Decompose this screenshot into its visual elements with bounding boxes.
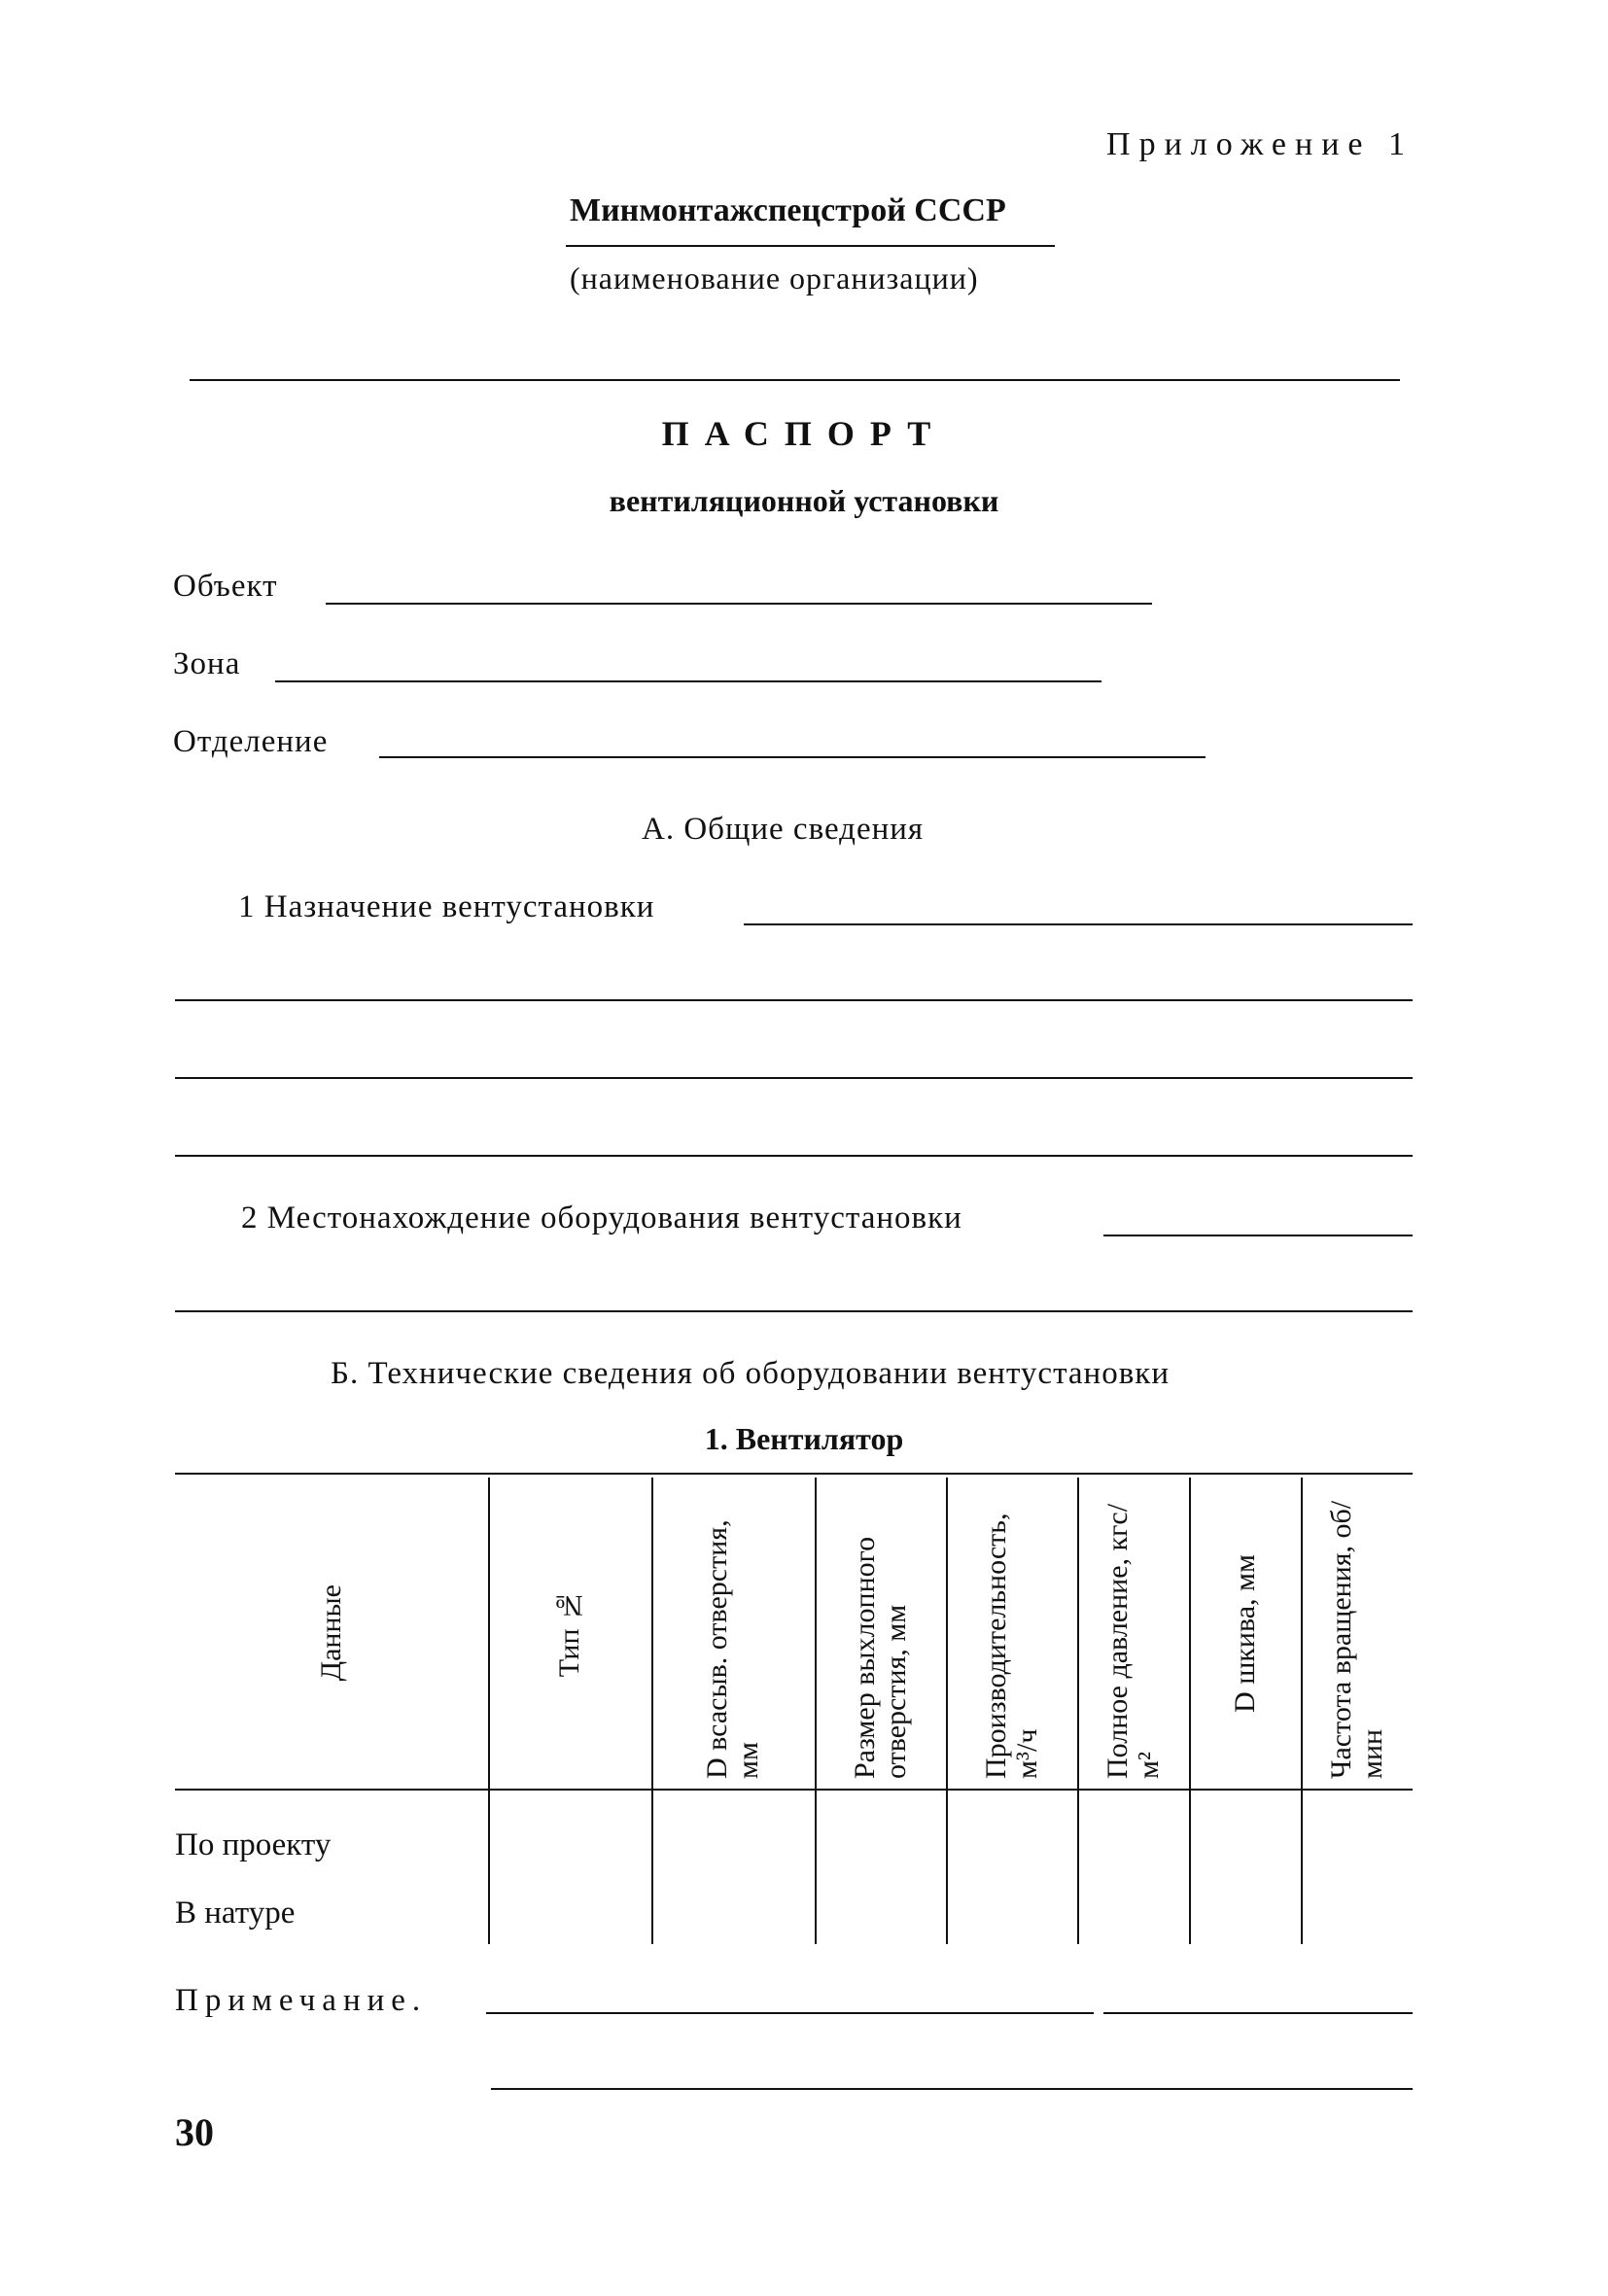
section-b-title: Б. Технические сведения об оборудовании вентустановки [331, 1356, 1170, 1391]
document-title: ПАСПОРТ [661, 414, 947, 453]
column-header: Частота вращения, об/мин [1324, 1500, 1388, 1779]
department-label: Отделение [173, 724, 329, 759]
department-field-line[interactable] [379, 756, 1206, 758]
table-header-capacity [946, 1482, 1077, 1784]
page-number: 30 [175, 2110, 214, 2154]
section-a-title: А. Общие сведения [642, 812, 925, 847]
appendix-label: Приложение 1 [1106, 126, 1414, 162]
table-title: 1. Вентилятор [704, 1421, 904, 1456]
column-header: Данные [315, 1584, 347, 1682]
table-header-outlet-size [815, 1482, 946, 1784]
table-header-rotation-speed [1301, 1482, 1413, 1784]
note-line-2[interactable] [491, 2088, 1413, 2090]
table-header-pulley-diameter [1189, 1482, 1301, 1784]
zone-label: Зона [173, 646, 241, 681]
column-header: Полное давление, кгс/м² [1101, 1503, 1165, 1779]
column-header: Производительность, м³/ч [979, 1513, 1043, 1779]
document-subtitle: вентиляционной установки [609, 483, 999, 518]
location-label: 2 Местонахождение оборудования вентустановки [241, 1200, 962, 1235]
purpose-line-2[interactable] [175, 999, 1413, 1001]
column-header: Размер выхлопного отверстия, мм [848, 1536, 912, 1779]
table-header-data [175, 1482, 488, 1784]
location-line-2[interactable] [175, 1310, 1413, 1312]
note-field-line-right[interactable] [1103, 2012, 1413, 2014]
purpose-line-3[interactable] [175, 1077, 1413, 1079]
purpose-label: 1 Назначение вентустановки [238, 889, 655, 924]
column-header: D шкива, мм [1228, 1553, 1261, 1713]
organization-caption: (наименование организации) [570, 261, 979, 296]
object-field-line[interactable] [326, 603, 1152, 605]
object-label: Объект [173, 569, 278, 604]
table-header-border [175, 1789, 1413, 1791]
purpose-field-line[interactable] [744, 923, 1413, 925]
row-label-actual: В натуре [175, 1896, 296, 1931]
column-header: D всасыв. отверстия, мм [701, 1519, 764, 1779]
organization-name: Минмонтажспецстрой СССР [570, 192, 1006, 228]
purpose-line-4[interactable] [175, 1155, 1413, 1157]
location-field-line[interactable] [1103, 1235, 1413, 1236]
row-label-project: По проекту [175, 1827, 332, 1862]
zone-field-line[interactable] [275, 680, 1101, 682]
table-header-pressure [1077, 1482, 1189, 1784]
organization-underline [566, 245, 1055, 247]
table-header-inlet-diameter [651, 1482, 815, 1784]
table-top-border [175, 1473, 1413, 1475]
table-header-type [488, 1482, 651, 1784]
note-label: Примечание. [175, 1983, 428, 2018]
header-divider [190, 379, 1400, 381]
column-header: Тип № [553, 1588, 585, 1678]
note-field-line[interactable] [486, 2012, 1094, 2014]
